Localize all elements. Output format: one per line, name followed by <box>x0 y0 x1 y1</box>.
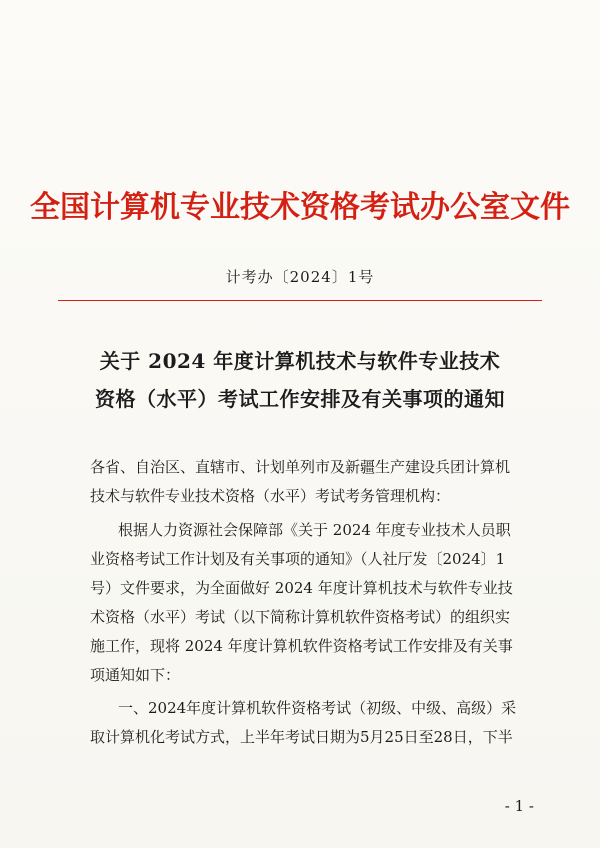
body-line: 根据人力资源社会保障部《关于 2024 年度专业技术人员职 <box>118 521 511 539</box>
body-line: 施工作，现将 2024 年度计算机软件资格考试工作安排及有关事 <box>90 637 513 655</box>
show-through-text <box>60 112 333 129</box>
body-line: 号）文件要求，为全面做好 2024 年度计算机技术与软件专业技 <box>90 579 513 597</box>
document-number: 计考办〔2024〕1号 <box>225 268 375 286</box>
subject-line-1: 关于 2024 年度计算机技术与软件专业技术 <box>99 349 501 373</box>
body-line: 业资格考试工作计划及有关事项的通知》（人社厅发〔2024〕1 <box>90 550 506 568</box>
red-divider-rule <box>58 300 542 301</box>
body-line: 各省、自治区、直辖市、计划单列市及新疆生产建设兵团计算机 <box>90 458 511 476</box>
document-header-title: 全国计算机专业技术资格考试办公室文件 <box>30 190 570 225</box>
body-line: 技术与软件专业技术资格（水平）考试考务管理机构： <box>90 487 451 505</box>
page-number: - 1 - <box>504 797 534 815</box>
body-line: 取计算机化考试方式，上半年考试日期为5月25日至28日，下半 <box>90 728 513 746</box>
body-line: 一、2024年度计算机软件资格考试（初级、中级、高级）采 <box>118 699 517 717</box>
body-line: 项通知如下： <box>90 666 181 684</box>
subject-line-2: 资格（水平）考试工作安排及有关事项的通知 <box>95 387 505 411</box>
body-line: 术资格（水平）考试（以下简称计算机软件资格考试）的组织实 <box>90 608 511 626</box>
